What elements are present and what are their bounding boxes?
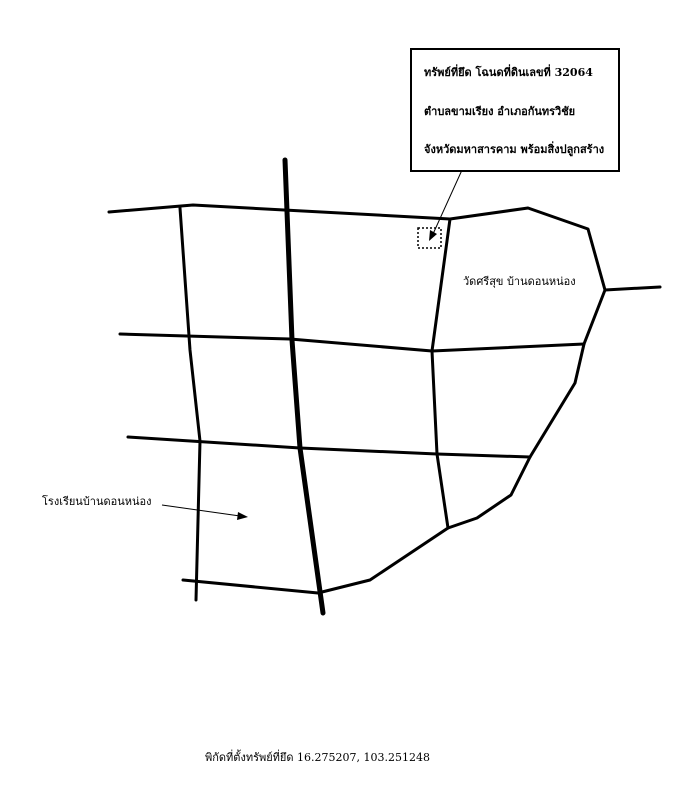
road-right-curve: [448, 290, 605, 528]
road-lower-horizontal: [128, 437, 530, 457]
property-pointer-arrow: [433, 170, 462, 234]
property-info-box: [410, 48, 620, 172]
property-province: จังหวัดมหาสารคาม พร้อมสิ่งปลูกสร้าง: [424, 143, 605, 156]
property-deed-title: ทรัพย์ที่ยึด โฉนดที่ดินเลขที่ 32064: [424, 66, 593, 79]
school-pointer-arrowhead: [237, 512, 248, 520]
coordinates-caption: พิกัดที่ตั้งทรัพย์ที่ยึด 16.275207, 103.251248: [205, 751, 430, 764]
school-pointer-arrow: [162, 505, 240, 516]
property-pointer-arrowhead: [429, 230, 437, 241]
road-inner-vertical: [432, 219, 450, 528]
main-highway: [285, 160, 323, 613]
school-label: โรงเรียนบ้านดอนหน่อง: [42, 495, 152, 508]
property-district: ตำบลขามเรียง อำเภอกันทรวิชัย: [424, 105, 576, 118]
road-left-vertical: [180, 208, 200, 600]
temple-label: วัดศรีสุข บ้านดอนหน่อง: [463, 275, 576, 288]
road-top: [109, 205, 660, 290]
